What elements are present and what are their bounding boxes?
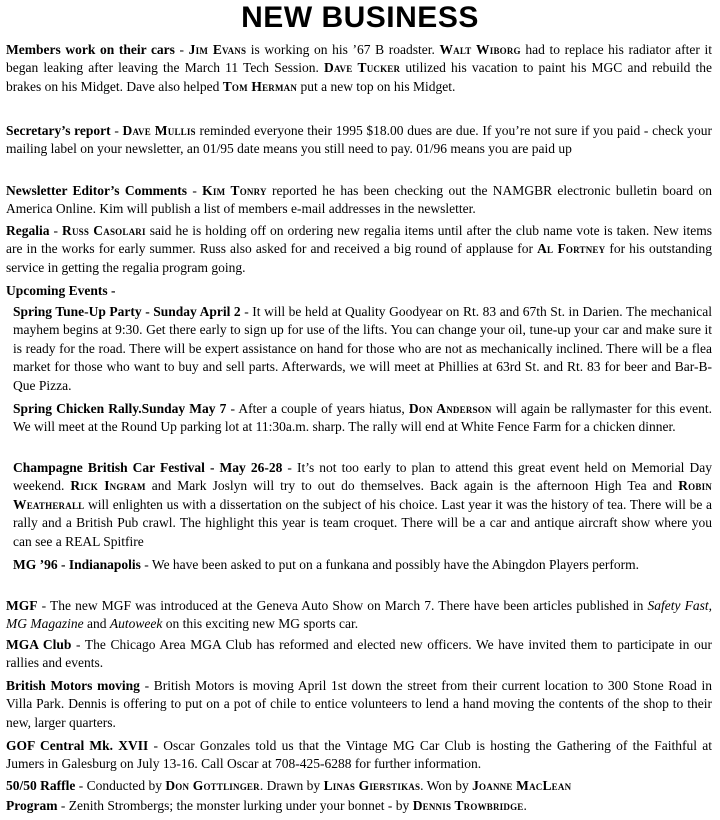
news-item-mgf — [6, 597, 712, 634]
news-item-program — [6, 797, 712, 815]
member-name: Dennis Trowbridge — [412, 798, 524, 813]
news-item-regalia — [6, 222, 712, 277]
member-name: Don Gottlinger — [165, 778, 260, 793]
item-text: - We have been asked to put on a funkana and possibly have the Abingdon Players perform. — [140, 557, 639, 572]
item-heading: Spring Chicken Rally.Sunday May 7 — [13, 401, 227, 416]
member-name: Joanne MacLean — [472, 778, 572, 793]
item-text: put a new top on his Midget. — [297, 78, 456, 94]
publication-title: Autoweek — [109, 616, 163, 632]
news-item-spring-tune-up — [13, 303, 712, 395]
item-heading: Secretary’s report — [6, 123, 111, 138]
item-heading: MGA Club — [6, 637, 72, 652]
member-name: Linas Gierstikas — [323, 778, 421, 793]
member-name: Dave Tucker — [324, 60, 401, 76]
item-text: for his outstanding service in getting the regalia program going. — [6, 241, 712, 275]
item-text: said he is holding off on ordering new regalia items until after the club name vote is taken. New items are in the works for early summer. Russ also asked for and received a big round of applause for — [6, 223, 712, 257]
item-heading: British Motors moving — [6, 678, 140, 693]
item-text: had to replace his radiator after it began leaking after leaving the March 11 Tech Session. — [6, 42, 712, 76]
item-text: - The Chicago Area MGA Club has reformed and elected new officers. We have invited them to participate in our rallies and events. — [6, 637, 712, 671]
member-name: Russ Casolari — [62, 223, 146, 238]
member-name: Walt Wiborg — [439, 42, 521, 57]
news-item-raffle — [6, 777, 712, 795]
item-text: will again be rallymaster for this event. We will meet at the Round Up parking lot at 11:30a.m. sharp. The rally will end at White Fence Farm for a chicken dinner. — [13, 401, 712, 435]
news-item-british-motors — [6, 677, 712, 732]
item-heading: Upcoming Events - — [6, 283, 116, 298]
item-text: reminded everyone their 1995 $18.00 dues are due. If you’re not sure if you paid - check your mailing label on your newsletter, an 01/95 date means you still need to pay. 01/96 means you are paid up — [6, 123, 712, 157]
item-text: - — [110, 123, 123, 138]
item-heading: Regalia — [6, 223, 50, 238]
item-text: . — [523, 798, 527, 813]
news-item-mg-96 — [13, 556, 712, 574]
item-heading: Champagne British Car Festival - May 26-28 — [13, 460, 283, 475]
item-text: - — [174, 42, 189, 57]
news-item-gof-central — [6, 737, 712, 774]
item-text: - It’s not too early to plan to attend this great event held on Memorial Day weekend. — [13, 460, 712, 494]
news-item-members-cars — [6, 41, 712, 96]
item-text: - The new MGF was introduced at the Geneva Auto Show on March 7. There have been articles published in — [37, 598, 648, 613]
item-text: - Oscar Gonzales told us that the Vintage MG Car Club is hosting the Gathering of the Faithful at Jumers in Galesburg on July 13-16. Call Oscar at 708-425-6288 for further information. — [6, 738, 713, 772]
item-text: - Conducted by — [75, 778, 166, 793]
item-text: . Won by — [420, 778, 473, 793]
item-text: utilized his vacation to paint his MGC and rebuild the brakes on his Midget. Dave also helped — [6, 60, 712, 94]
item-text: - After a couple of years hiatus, — [226, 401, 409, 416]
member-name: Rick Ingram — [70, 478, 146, 494]
item-heading: MG ’96 - Indianapolis — [13, 557, 141, 572]
item-heading: Program — [6, 798, 58, 813]
item-text: and Mark Joslyn will try to out do themselves. Back again is the afternoon High Tea and — [145, 478, 679, 494]
item-text: - Zenith Strombergs; the monster lurking under your bonnet - by — [57, 798, 413, 813]
member-name: Jim Evans — [188, 42, 247, 57]
item-heading: GOF Central Mk. XVII — [6, 738, 149, 753]
item-heading: Spring Tune-Up Party - Sunday April 2 — [13, 304, 241, 319]
item-text: . Drawn by — [259, 778, 324, 793]
news-item-upcoming-events — [6, 282, 712, 300]
member-name: Don Anderson — [408, 401, 492, 416]
member-name: Al Fortney — [537, 241, 606, 257]
item-text: is working on his ’67 B roadster. — [246, 42, 440, 57]
item-text: reported he has been checking out the NAMGBR electronic bulletin board on America Online. Kim will publish a list of members e-mail addresses in the newsletter. — [6, 183, 712, 217]
news-item-champagne-festival — [13, 459, 712, 551]
news-item-secretary-report — [6, 122, 712, 159]
publication-title: MG Magazine — [6, 616, 84, 632]
item-text: will enlighten us with a dissertation on the subject of his choice. Last year it was the history of tea. There will be a rally and a British Pub crawl. The highlight this year is team croquet. There will be a car and antique aircraft show where you can see a REAL Spitfire — [13, 496, 712, 549]
item-text: , — [708, 598, 712, 613]
item-text: on this exciting new MG sports car. — [162, 616, 359, 632]
member-name: Kim Tonry — [202, 183, 267, 198]
news-item-newsletter-editor — [6, 182, 712, 219]
item-heading: 50/50 Raffle — [6, 778, 76, 793]
publication-title: Safety Fast — [647, 598, 709, 613]
page-title: NEW BUSINESS — [241, 1, 479, 34]
item-text: - It will be held at Quality Goodyear on Rt. 83 and 67th St. in Darien. The mechanical mayhem begins at 9:30. Get there early to sign up for use of the lifts. You can change your oil, tune-up your car and make sure it is ready for the road. There will be expert assistance on hand for those who are not as mechanically inclined. There will be a flea market for those who want to buy and sell parts. Afterwards, we will meet at Phillies at 63rd St. and Rt. 83 for beer and Bar-B-Que Pizza. — [13, 304, 712, 393]
item-text: - British Motors is moving April 1st down the street from their current location to 300 Stone Road in Villa Park. Dennis is offering to put on a pot of chile to entice volunteers to lend a hand moving the contents of the shop to their new, larger quarters. — [6, 678, 713, 730]
item-heading: Newsletter Editor’s Comments — [6, 183, 188, 198]
item-heading: Members work on their cars — [6, 42, 175, 57]
member-name: Tom Herman — [222, 78, 298, 94]
member-name: Dave Mullis — [122, 123, 196, 138]
member-name: Robin Weatherall — [13, 478, 712, 512]
item-text: and — [83, 616, 110, 632]
news-item-spring-chicken-rally — [13, 400, 712, 437]
item-heading: MGF — [6, 598, 38, 613]
item-text: - — [187, 183, 203, 198]
news-item-mga-club — [6, 636, 712, 673]
item-text: - — [49, 223, 63, 238]
